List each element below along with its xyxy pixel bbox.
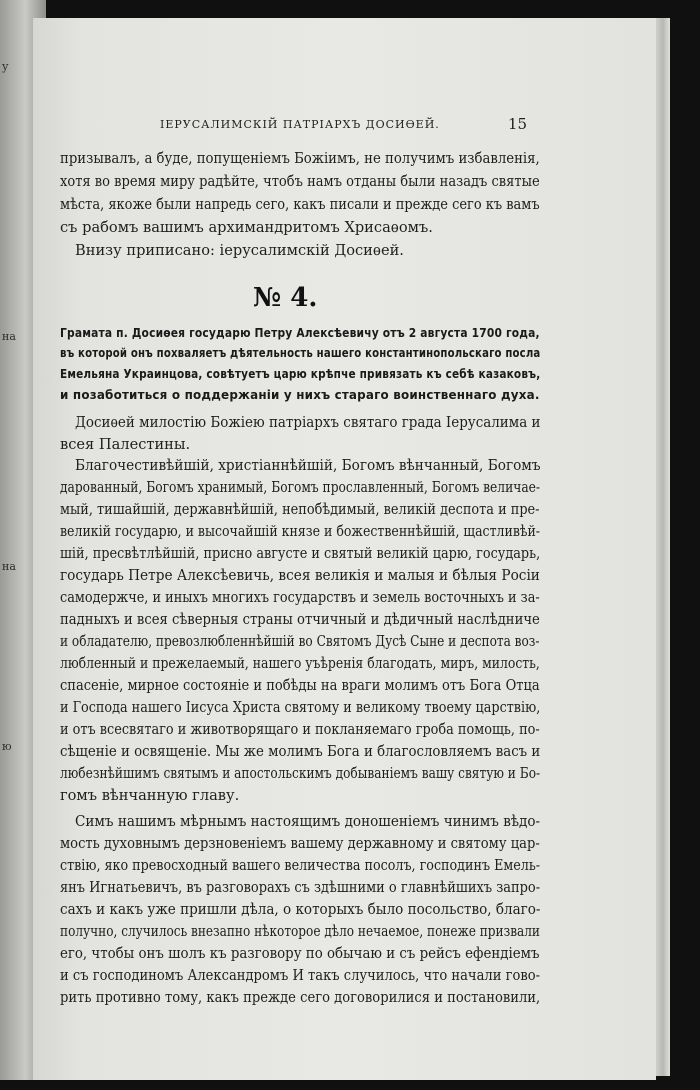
text-line: хотя во время миру радѣйте, чтобъ намъ отданы были назадъ святые [60, 173, 540, 190]
page-stack-edge [656, 18, 670, 1076]
text-line: и обладателю, превозлюбленнѣйшій во Святомъ Дусѣ Сыне и деспота воз- [60, 633, 540, 650]
text-line: спасеніе, мирное состояніе и побѣды на враги молимъ отъ Бога Отца [60, 677, 540, 694]
document-heading-line: въ которой онъ похваляетъ дѣятельность нашего константинопольскаго посла [60, 345, 541, 360]
text-line: Благочестивѣйшій, христіаннѣйшій, Богомъ вѣнчанный, Богомъ [75, 457, 541, 474]
signature-line: Внизу приписано: іерусалимскій Досиѳей. [75, 242, 404, 259]
facing-page-fragment: на [2, 560, 16, 573]
text-line: мѣста, якоже были напредь сего, какъ писали и прежде сего къ вамъ [60, 196, 540, 213]
text-line: шій, пресвѣтлѣйшій, присно августе и святый великій царю, государь, [60, 545, 541, 562]
facing-page-fragment: на [2, 330, 16, 343]
text-line: янъ Игнатьевичъ, въ разговорахъ съ здѣшними о главнѣйшихъ запро- [60, 879, 541, 896]
text-line: любезнѣйшимъ святымъ и апостольскимъ добыванiемъ вашу святую и Бо- [60, 765, 541, 782]
running-head: ІЕРУСАЛИМСКІЙ ПАТРІАРХЪ ДОСИѲЕЙ. [160, 118, 440, 131]
text-line: любленный и прежелаемый, нашего уъѣренія благодать, миръ, милость, [60, 655, 540, 672]
text-line: мость духовнымъ дерзновеніемъ вашему державному и святому цар- [60, 835, 540, 852]
text-line: рить противно тому, какъ прежде сего договорилися и постановили, [60, 989, 541, 1006]
text-line: и Господа нашего Іисуса Христа святому и великому твоему царствію, [60, 699, 541, 716]
text-line: всея Палестины. [60, 436, 191, 453]
text-line: сѣщеніе и освященіе. Мы же молимъ Бога и благословляемъ васъ и [60, 743, 541, 760]
text-line: ствію, яко превосходный вашего величества посолъ, господинъ Емель- [60, 857, 541, 874]
text-line: дарованный, Богомъ хранимый, Богомъ прославленный, Богомъ величае- [60, 479, 541, 496]
facing-page-fragment: у [2, 60, 9, 73]
page-number: 15 [508, 115, 528, 133]
document-heading-line: и позаботиться о поддержаніи у нихъ стараго воинственнаго духа. [60, 387, 540, 402]
text-line: великій государю, и высочайшій князе и божественнѣйшій, щастливѣй- [60, 523, 541, 540]
text-line: его, чтобы онъ шолъ къ разговору по обычаю и съ рейсъ ефендіемъ [60, 945, 540, 962]
document-heading-line: Грамата п. Досиѳея государю Петру Алексѣевичу отъ 2 августа 1700 года, [60, 325, 540, 340]
document-number: № 4. [253, 283, 318, 313]
text-line: гомъ вѣнчанную главу. [60, 787, 240, 804]
text-line: получно, случилось внезапно нѣкоторое дѣло нечаемое, понеже призвали [60, 923, 540, 940]
text-line: самодержче, и иныхъ многихъ государствъ и земель восточныхъ и за- [60, 589, 540, 606]
text-line: съ рабомъ вашимъ архимандритомъ Хрисаѳомъ. [60, 219, 433, 236]
text-line: падныхъ и всея сѣверныя страны отчичный и дѣдичный наслѣдниче [60, 611, 540, 628]
text-line: сахъ и какъ уже пришли дѣла, о которыхъ было посольство, благо- [60, 901, 541, 918]
text-line: мый, тишайшій, державнѣйшій, непобѣдимый, великій деспота и пре- [60, 501, 540, 518]
document-heading-line: Емельяна Украинцова, совѣтуетъ царю крѣпче привязать къ себѣ казаковъ, [60, 366, 541, 381]
text-line: и отъ всесвятаго и животворящаго и покланяемаго гроба помощь, по- [60, 721, 540, 738]
text-line: государь Петре Алексѣевичь, всея великія и малыя и бѣлыя Росіи [60, 567, 540, 584]
text-line: Досиѳей милостію Божіею патріархъ святаго града Іерусалима и [75, 414, 541, 431]
facing-page-fragment: ю [2, 740, 12, 753]
text-line: Симъ нашимъ мѣрнымъ настоящимъ доношеніемъ чинимъ вѣдо- [75, 813, 541, 830]
text-line: и съ господиномъ Александромъ И такъ случилось, что начали гово- [60, 967, 541, 984]
text-line: призывалъ, а буде, попущеніемъ Божіимъ, не получимъ избавленія, [60, 150, 540, 167]
